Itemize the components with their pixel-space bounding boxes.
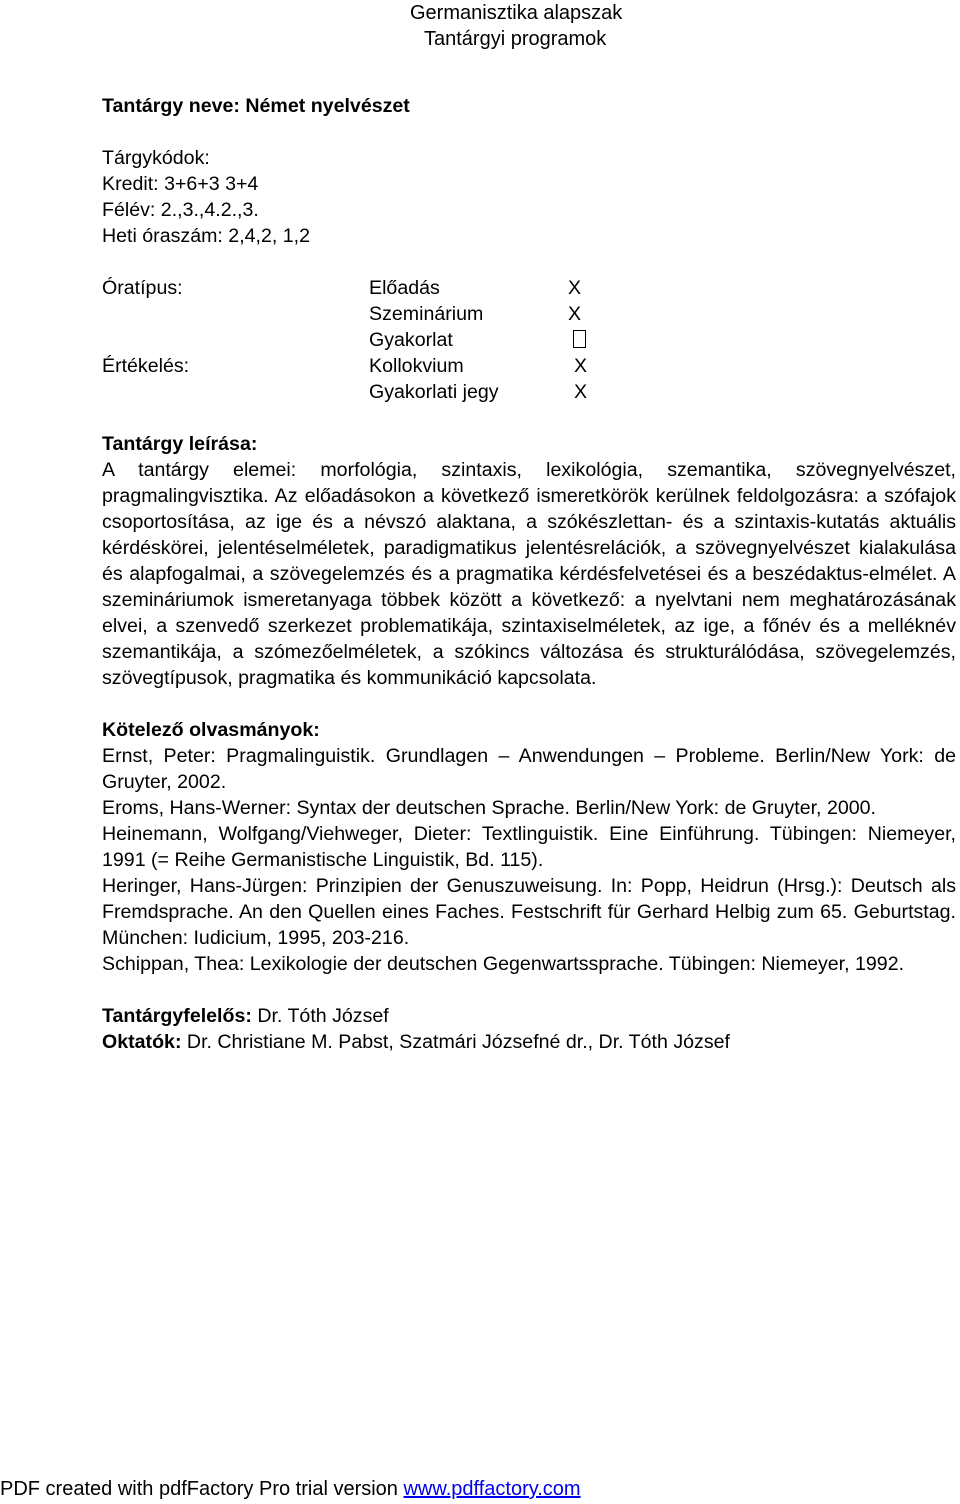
subject-weekly-hours: Heti óraszám: 2,4,2, 1,2: [102, 225, 311, 247]
subject-responsible: [102, 1003, 956, 1029]
reading-item: Schippan, Thea: Lexikologie der deutschen Gegenwartssprache. Tübingen: Niemeyer, 1992.: [102, 953, 905, 975]
responsible-label: Tantárgyfelelős:: [102, 1005, 252, 1027]
teachers-value: Dr. Christiane M. Pabst, Szatmári Józsefné dr., Dr. Tóth József: [181, 1031, 730, 1053]
header-program-title: Germanisztika alapszak: [410, 2, 623, 24]
pdf-footer-text: PDF created with pdfFactory Pro trial version: [0, 1478, 404, 1500]
reading-item: Heringer, Hans-Jürgen: Prinzipien der Genuszuweisung. In: Popp, Heidrun (Hrsg.): Deutsch als Fremdsprache. An den Quellen eines Faches. Festschrift für Gerhard Helbig zum 65. Geburtstag. München: Iudicium, 1995, 203-216.: [102, 875, 956, 949]
description-text: A tantárgy elemei: morfológia, szintaxis, lexikológia, szemantika, szövegnyelvészet, pragmalingvisztika. Az előadásokon a következő ismeretkörök kerülnek feldolgozásra: a szófajok csoportosítása, az ige és a névszó alaktana, a szókészlettan- és a szintaxis-kutatás aktuális kérdéskörei, jelentéselméletek, paradigmatikus jelentésrelációk, a szövegnyelvészet kialakulása és alapfogalmai, a szövegelemzés és a pragmatika kérdésfelvetései és a beszédaktus-elmélet. A szemináriumok ismeretanyaga többek között a következő: a nyelvtani nem meghatározásának elvei, a szenvedő szerkezet problematikája, szintaxiselméletek, az ige, a főnév és a melléknév szemantikája, a szómezőelméletek, a szókincs változása és strukturálódása, szövegelemzés, szövegtípusok, pragmatika és kommunikáció kapcsolata.: [102, 459, 956, 689]
subject-semester: Félév: 2.,3.,4.2.,3.: [102, 199, 259, 221]
subject-name-value: Német nyelvészet: [245, 95, 410, 117]
class-type-practice: Gyakorlat: [369, 329, 453, 351]
class-type-practice-mark: [573, 327, 586, 353]
page-header: [410, 0, 670, 52]
evaluation-colloquium-mark: X: [574, 355, 588, 377]
evaluation-practical-grade: Gyakorlati jegy: [369, 381, 499, 403]
header-program-subtitle: Tantárgyi programok: [424, 28, 607, 50]
responsible-value: Dr. Tóth József: [251, 1005, 389, 1027]
reading-item: Heinemann, Wolfgang/Viehweger, Dieter: Textlinguistik. Eine Einführung. Tübingen: Niemeyer, 1991 (= Reihe Germanistische Linguistik, Bd. 115).: [102, 823, 956, 871]
evaluation-practical-grade-mark: X: [574, 381, 588, 403]
class-type-label: Óratípus:: [102, 277, 183, 299]
subject-teachers: [102, 1029, 956, 1055]
class-type-evaluation-table: [102, 275, 956, 405]
pdffactory-link[interactable]: www.pdffactory.com: [403, 1478, 581, 1500]
empty-checkbox-icon: [573, 330, 586, 348]
reading-item: Ernst, Peter: Pragmalinguistik. Grundlagen – Anwendungen – Probleme. Berlin/New York: de Gruyter, 2002.: [102, 745, 956, 793]
evaluation-label: Értékelés:: [102, 355, 190, 377]
class-type-lecture: Előadás: [369, 277, 440, 299]
class-type-seminar-mark: X: [568, 303, 582, 325]
subject-codes: Tárgykódok:: [102, 147, 210, 169]
class-type-seminar: Szeminárium: [369, 303, 484, 325]
subject-name-label: Tantárgy neve:: [102, 95, 240, 117]
pdf-footer: [0, 1476, 581, 1502]
subject-credit: Kredit: 3+6+3 3+4: [102, 173, 259, 195]
class-type-lecture-mark: X: [568, 277, 582, 299]
teachers-label: Oktatók:: [102, 1031, 182, 1053]
evaluation-colloquium: Kollokvium: [369, 355, 464, 377]
subject-name: [102, 93, 956, 119]
description-heading: Tantárgy leírása:: [102, 433, 258, 455]
readings-heading: Kötelező olvasmányok:: [102, 719, 320, 741]
reading-item: Eroms, Hans-Werner: Syntax der deutschen Sprache. Berlin/New York: de Gruyter, 2000.: [102, 797, 876, 819]
document-body: [102, 93, 956, 1055]
